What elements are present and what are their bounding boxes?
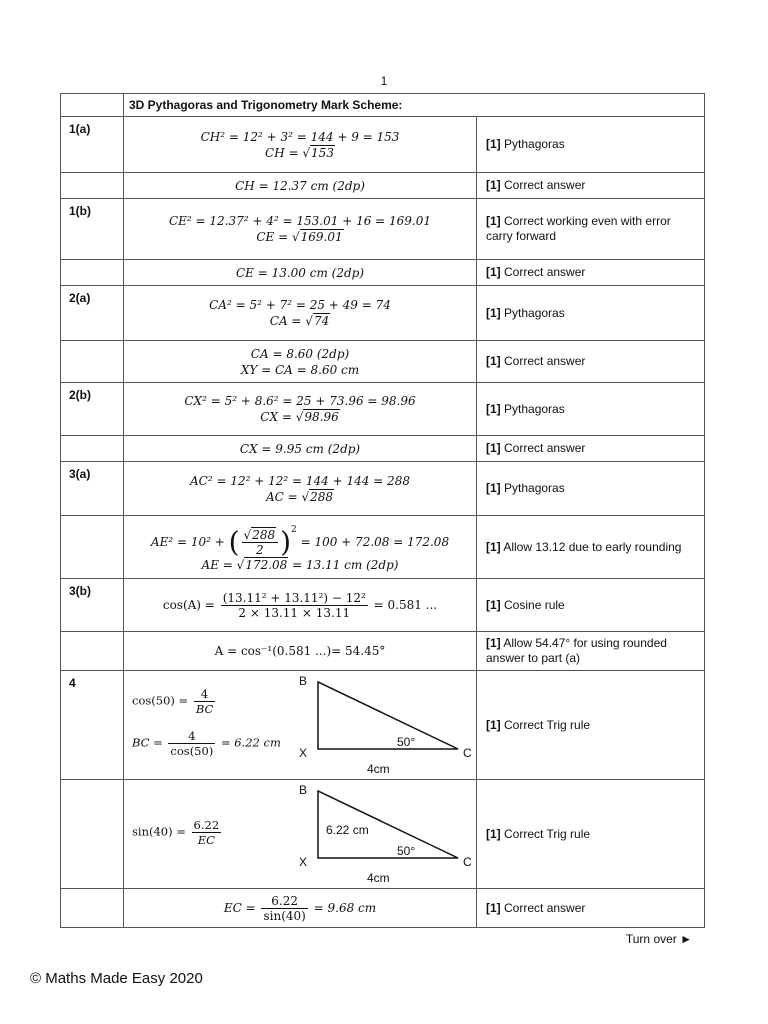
fraction: $\frac{6.22}{\sin(40)}$ xyxy=(263,893,306,923)
vertex-x-label: X xyxy=(299,746,308,760)
copyright: © Maths Made Easy 2020 xyxy=(30,970,203,987)
mark: [1] Correct Trig rule xyxy=(477,671,705,780)
question-number: 1(b) xyxy=(61,199,124,260)
mark: [1] Correct answer xyxy=(477,260,705,286)
mark: [1] Correct answer xyxy=(477,436,705,462)
table-row xyxy=(61,341,705,383)
table-row xyxy=(61,780,705,889)
working: CE = 13.00 cm (2dp) xyxy=(124,260,477,286)
mark: [1] Pythagoras xyxy=(477,286,705,341)
mark: [1] Cosine rule xyxy=(477,579,705,632)
working: cos(50) = $\frac{4}{BC}$ BC = $\frac{4}{\cos(50)}$ = 6.22 cm B X C 50° 4cm xyxy=(124,671,477,780)
mark: [1] Correct working even with error carry forward xyxy=(477,199,705,260)
working: A = cos⁻¹(0.581 ...)= 54.45° xyxy=(124,632,477,671)
working: CA = 8.60 (2dp) XY = CA = 8.60 cm xyxy=(124,341,477,383)
question-number: 1(a) xyxy=(61,117,124,173)
mark: [1] Pythagoras xyxy=(477,462,705,516)
question-number: 4 xyxy=(61,671,124,780)
fraction: $\frac{\text{(13.11² + 13.11²) − 12²}}{2 \times 13.11 \times 13.11}$ xyxy=(222,590,366,620)
turn-over-note: Turn over ► xyxy=(625,932,692,946)
table-row xyxy=(61,260,705,286)
vertex-c-label: C xyxy=(463,746,472,760)
question-number: 3(a) xyxy=(61,462,124,516)
table-row xyxy=(61,117,705,173)
mark: [1] Correct answer xyxy=(477,889,705,928)
working: CH² = 12² + 3² = 144 + 9 = 153 CH = √153 xyxy=(124,117,477,173)
vertex-b-label: B xyxy=(299,674,308,688)
angle-label: 50° xyxy=(397,735,416,749)
vertex-c-label: C xyxy=(463,855,472,869)
fraction: $\frac{√288}{2}$ xyxy=(242,528,279,557)
working: CH = 12.37 cm (2dp) xyxy=(124,173,477,199)
vertex-b-label: B xyxy=(299,783,308,797)
mark: [1] Allow 54.47° for using rounded answer to part (a) xyxy=(477,632,705,671)
question-number: 2(b) xyxy=(61,383,124,436)
angle-label: 50° xyxy=(397,844,416,858)
page-number: 1 xyxy=(380,74,388,88)
mark: [1] Allow 13.12 due to early rounding xyxy=(477,516,705,579)
question-number: 3(b) xyxy=(61,579,124,632)
working: CX² = 5² + 8.6² = 25 + 73.96 = 98.96 CX = √98.96 xyxy=(124,383,477,436)
working: CA² = 5² + 7² = 25 + 49 = 74 CA = √74 xyxy=(124,286,477,341)
table-row xyxy=(61,286,705,341)
fraction: $\frac{4}{BC}$ xyxy=(195,687,214,716)
table-row xyxy=(61,383,705,436)
table-row xyxy=(61,516,705,579)
mark: [1] Correct answer xyxy=(477,341,705,383)
base-length-label: 4cm xyxy=(367,762,390,776)
working: CX = 9.95 cm (2dp) xyxy=(124,436,477,462)
table-row xyxy=(61,436,705,462)
table-row xyxy=(61,199,705,260)
working: AE² = 10² + ( $\frac{√288}{2}$ )$^2$ = 100 + 72.08 = 172.08 AE = √172.08 = 13.11 cm (2dp) xyxy=(124,516,477,579)
table-row xyxy=(61,671,705,780)
side-length-label: 6.22 cm xyxy=(326,823,369,837)
question-number: 2(a) xyxy=(61,286,124,341)
mark: [1] Correct answer xyxy=(477,173,705,199)
page-title: 3D Pythagoras and Trigonometry Mark Scheme: xyxy=(124,94,705,117)
vertex-x-label: X xyxy=(299,855,308,869)
table-row xyxy=(61,889,705,928)
mark: [1] Pythagoras xyxy=(477,383,705,436)
table-row xyxy=(61,173,705,199)
table-header-row xyxy=(61,94,705,117)
base-length-label: 4cm xyxy=(367,871,390,885)
triangle-shape xyxy=(318,682,458,749)
mark: [1] Pythagoras xyxy=(477,117,705,173)
mark: [1] Correct Trig rule xyxy=(477,780,705,889)
mark-scheme-table xyxy=(60,93,705,928)
table-row xyxy=(61,579,705,632)
working: sin(40) = $\frac{6.22}{EC}$ B X C 6.22 cm 50° 4cm xyxy=(124,780,477,889)
working: EC = $\frac{6.22}{\sin(40)}$ = 9.68 cm xyxy=(124,889,477,928)
fraction: $\frac{6.22}{EC}$ xyxy=(193,818,220,847)
working: AC² = 12² + 12² = 144 + 144 = 288 AC = √288 xyxy=(124,462,477,516)
table-row xyxy=(61,462,705,516)
table-row xyxy=(61,632,705,671)
working: cos(A) = $\frac{\text{(13.11² + 13.11²) − 12²}}{2 \times 13.11 \times 13.11}$ = 0.581 ... xyxy=(124,579,477,632)
fraction: $\frac{4}{\cos(50)}$ xyxy=(170,729,214,758)
working: CE² = 12.37² + 4² = 153.01 + 16 = 169.01 CE = √169.01 xyxy=(124,199,477,260)
